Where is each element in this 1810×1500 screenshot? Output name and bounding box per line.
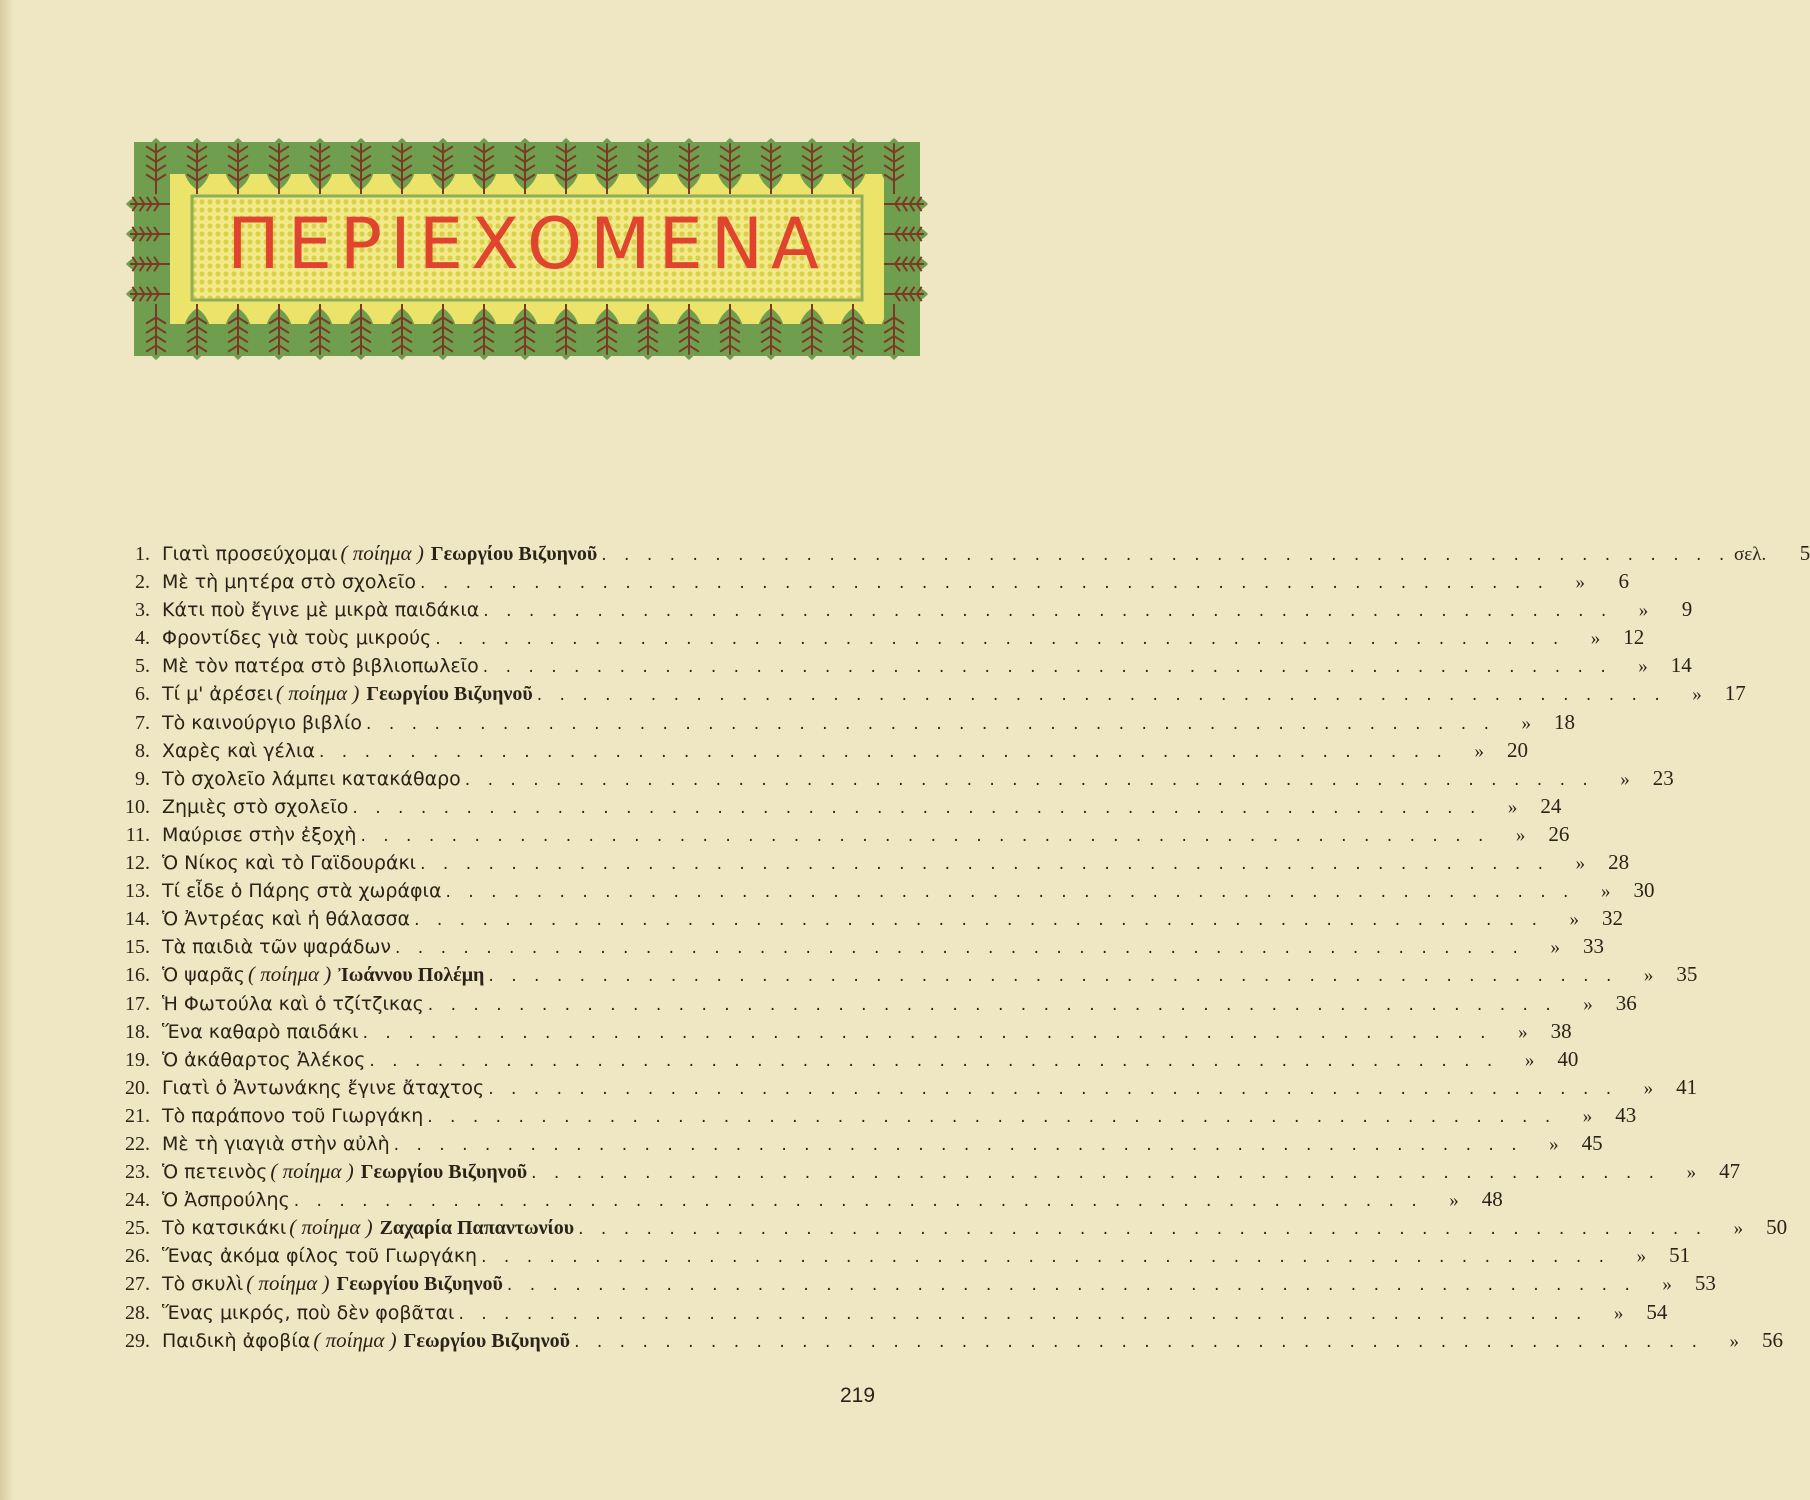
entry-page: 56: [1762, 1327, 1784, 1352]
entry-number: 17.: [125, 992, 150, 1015]
entry-title: Παιδικὴ ἀφοβία: [162, 1329, 311, 1352]
page-marker: »: [1518, 1021, 1528, 1043]
toc-entry: [104, 1243, 1691, 1271]
dot-leader: . . . . . . . . . . . . . . . . . . . . . . . . . . . . . . . . . . . . . . . . . . . . . . . . . .: [578, 1219, 1708, 1240]
toc-entry: [104, 597, 1693, 625]
entry-page: 9: [1681, 597, 1693, 622]
entry-title: Ὁ Ἀντρέας καὶ ἡ θάλασσα: [162, 908, 411, 931]
entry-page: 26: [1548, 821, 1570, 846]
entry-number: 10.: [125, 795, 150, 818]
entry-number: 3.: [135, 599, 150, 622]
entry-page: 47: [1719, 1159, 1741, 1184]
entry-page: 45: [1581, 1130, 1603, 1155]
toc-entry: [104, 1299, 1668, 1328]
entry-number: 24.: [125, 1189, 150, 1212]
dot-leader: . . . . . . . . . . . . . . . . . . . . . . . . . . . . . . . . . . . . . . . . . . . . . . . . . .: [420, 573, 1550, 594]
entry-page: 50: [1766, 1215, 1788, 1240]
entry-number: 26.: [125, 1245, 150, 1268]
entry-title: Τί μ' ἀρέσει: [162, 683, 274, 706]
dot-leader: . . . . . . . . . . . . . . . . . . . . . . . . . . . . . . . . . . . . . . . . . . . . . . . . . .: [483, 601, 1613, 622]
page-marker: »: [1515, 824, 1526, 846]
toc-entry: [104, 737, 1528, 766]
entry-page: 14: [1670, 653, 1692, 678]
page-marker: »: [1575, 572, 1586, 594]
toc-entry: [104, 709, 1576, 738]
entry-genre: ( ποίημα ): [340, 541, 424, 565]
dot-leader: . . . . . . . . . . . . . . . . . . . . . . . . . . . . . . . . . . . . . . . . . . . . . . . . . .: [464, 769, 1594, 790]
entry-number: 16.: [125, 964, 150, 987]
entry-genre: ( ποίημα ): [289, 1215, 373, 1240]
entry-title: Ζημιὲς στὸ σχολεῖο: [162, 795, 349, 818]
page-marker: »: [1638, 600, 1649, 622]
entry-number: 20.: [125, 1076, 150, 1099]
dot-leader: . . . . . . . . . . . . . . . . . . . . . . . . . . . . . . . . . . . . . . . . . . . . . . . . . .: [445, 882, 1575, 903]
entry-title: Τὸ κατσικάκι: [162, 1217, 287, 1240]
page-marker: »: [1662, 1274, 1672, 1296]
entry-author: Γεωργίου Βιζυηνοῦ: [403, 1329, 571, 1352]
dot-leader: . . . . . . . . . . . . . . . . . . . . . . . . . . . . . . . . . . . . . . . . . . . . . . . . . .: [506, 1275, 1636, 1296]
page-marker: »: [1643, 965, 1654, 987]
entry-genre: ( ποίημα ): [246, 1271, 330, 1296]
dot-leader: . . . . . . . . . . . . . . . . . . . . . . . . . . . . . . . . . . . . . . . . . . . . . . . . . .: [394, 938, 1524, 959]
toc-entry: [104, 1271, 1716, 1299]
entry-number: 1.: [135, 543, 150, 565]
entry-page: 30: [1633, 878, 1655, 903]
entry-page: 33: [1582, 934, 1604, 959]
page-marker: »: [1692, 684, 1702, 706]
entry-number: 9.: [135, 767, 150, 790]
dot-leader: . . . . . . . . . . . . . . . . . . . . . . . . . . . . . . . . . . . . . . . . . . . . . . . . . .: [369, 1050, 1499, 1071]
toc-entry: [104, 962, 1698, 990]
dot-leader: . . . . . . . . . . . . . . . . . . . . . . . . . . . . . . . . . . . . . . . . . . . . . . . . . .: [360, 825, 1490, 846]
dot-leader: . . . . . . . . . . . . . . . . . . . . . . . . . . . . . . . . . . . . . . . . . . . . . . . . . .: [481, 1247, 1611, 1268]
entry-number: 21.: [125, 1104, 150, 1127]
page-marker: »: [1583, 993, 1593, 1015]
page-marker: »: [1620, 768, 1630, 790]
toc-entry: [104, 1074, 1698, 1103]
dot-leader: . . . . . . . . . . . . . . . . . . . . . . . . . . . . . . . . . . . . . . . . . . . . . . . . . .: [488, 966, 1618, 987]
entry-number: 13.: [125, 880, 150, 903]
page-marker: »: [1549, 1133, 1559, 1155]
toc-entry: [104, 990, 1637, 1019]
entry-page: 12: [1623, 625, 1645, 650]
dot-leader: . . . . . . . . . . . . . . . . . . . . . . . . . . . . . . . . . . . . . . . . . . . . . . . . . .: [427, 994, 1557, 1015]
entry-page: 48: [1481, 1187, 1503, 1212]
page-marker: »: [1474, 740, 1484, 762]
toc-entry: [104, 1018, 1572, 1047]
entry-author: Γεωργίου Βιζυηνοῦ: [360, 1161, 528, 1184]
entry-number: 7.: [135, 711, 150, 734]
dot-leader: . . . . . . . . . . . . . . . . . . . . . . . . . . . . . . . . . . . . . . . . . . . . . . . . . .: [536, 685, 1666, 706]
entry-page: 54: [1646, 1299, 1668, 1324]
entry-title: Τὸ παράπονο τοῦ Γιωργάκη: [162, 1104, 424, 1127]
entry-number: 19.: [125, 1048, 150, 1071]
toc-entry: [104, 906, 1624, 934]
entry-genre: ( ποίημα ): [247, 962, 332, 987]
entry-number: 25.: [125, 1217, 150, 1240]
entry-number: 27.: [125, 1273, 150, 1296]
toc-entry: [104, 1215, 1788, 1243]
toc-entry: [104, 878, 1655, 906]
dot-leader: . . . . . . . . . . . . . . . . . . . . . . . . . . . . . . . . . . . . . . . . . . . . . . . . . .: [488, 1078, 1618, 1099]
entry-title: Τὸ σκυλὶ: [162, 1273, 244, 1296]
entry-genre: ( ποίημα ): [270, 1159, 354, 1184]
entry-number: 5.: [135, 655, 150, 678]
entry-page: 23: [1652, 765, 1674, 790]
dot-leader: . . . . . . . . . . . . . . . . . . . . . . . . . . . . . . . . . . . . . . . . . . . . . . . . . .: [318, 741, 1448, 762]
entry-number: 2.: [135, 571, 150, 594]
entry-page: 43: [1615, 1102, 1637, 1127]
page-marker: »: [1590, 628, 1601, 650]
entry-page: 51: [1669, 1243, 1691, 1268]
dot-leader: . . . . . . . . . . . . . . . . . . . . . . . . . . . . . . . . . . . . . . . . . . . . . . . . . .: [458, 1303, 1588, 1324]
dot-leader: . . . . . . . . . . . . . . . . . . . . . . . . . . . . . . . . . . . . . . . . . . . . . . . . . .: [414, 910, 1544, 931]
dot-leader: . . . . . . . . . . . . . . . . . . . . . . . . . . . . . . . . . . . . . . . . . . . . . . . . . .: [531, 1163, 1661, 1184]
entry-title: Χαρὲς καὶ γέλια: [162, 739, 315, 762]
entry-page: 41: [1676, 1074, 1698, 1099]
page-marker: »: [1643, 1077, 1654, 1099]
entry-page: 40: [1557, 1046, 1579, 1071]
entry-page: 38: [1550, 1018, 1572, 1043]
entry-title: Ὁ Νίκος καὶ τὸ Γαϊδουράκι: [162, 852, 417, 875]
entry-title: Μὲ τὴ μητέρα στὸ σχολεῖο: [162, 571, 417, 594]
contents-banner: [126, 134, 928, 364]
entry-page: 24: [1540, 793, 1562, 818]
entry-page: 6: [1618, 569, 1630, 594]
entry-title: Ἕνας μικρός, ποὺ δὲν φοβᾶται: [162, 1301, 455, 1324]
page-marker: »: [1582, 1105, 1593, 1127]
entry-title: Γιατὶ ὁ Ἀντωνάκης ἔγινε ἄταχτος: [162, 1076, 485, 1099]
entry-title: Ἡ Φωτούλα καὶ ὁ τζίτζικας: [162, 992, 424, 1015]
toc-entry: [104, 934, 1604, 962]
entry-genre: ( ποίημα ): [276, 681, 360, 706]
entry-title: Τὰ παιδιὰ τῶν ψαράδων: [162, 936, 391, 959]
toc-entry: [104, 653, 1692, 681]
entry-author: Γεωργίου Βιζυηνοῦ: [430, 543, 598, 565]
entry-number: 11.: [125, 823, 150, 846]
toc-entry: [104, 569, 1630, 597]
page-title: ΠΕΡΙΕΧΟΜΕΝΑ: [227, 203, 827, 285]
page-marker: »: [1550, 937, 1560, 959]
dot-leader: . . . . . . . . . . . . . . . . . . . . . . . . . . . . . . . . . . . . . . . . . . . . . . . . . .: [574, 1331, 1704, 1352]
dot-leader: . . . . . . . . . . . . . . . . . . . . . . . . . . . . . . . . . . . . . . . . . . . . . . . . . .: [435, 629, 1565, 650]
entry-title: Ἕνα καθαρὸ παιδάκι: [162, 1020, 359, 1043]
entry-genre: ( ποίημα ): [313, 1327, 397, 1352]
toc-entry: [104, 541, 1810, 569]
entry-number: 23.: [125, 1161, 150, 1184]
dot-leader: . . . . . . . . . . . . . . . . . . . . . . . . . . . . . . . . . . . . . . . . . . . . . . . . . .: [366, 713, 1496, 734]
entry-title: Γιατὶ προσεύχομαι: [162, 543, 338, 565]
entry-page: 53: [1694, 1271, 1716, 1296]
toc-entry: [104, 821, 1570, 850]
toc-entry: [104, 1130, 1603, 1159]
dot-leader: . . . . . . . . . . . . . . . . . . . . . . . . . . . . . . . . . . . . . . . . . . . . . . . . . .: [393, 1134, 1523, 1155]
page-marker: »: [1729, 1330, 1740, 1352]
page-marker: »: [1613, 1302, 1624, 1324]
toc-entry: [104, 850, 1630, 878]
page-marker: »: [1507, 796, 1518, 818]
page-marker: »: [1524, 1049, 1535, 1071]
entry-page: 36: [1615, 990, 1637, 1015]
page-marker: »: [1449, 1190, 1459, 1212]
entry-title: Τὸ σχολεῖο λάμπει κατακάθαρο: [162, 767, 461, 790]
toc-entry: [104, 1327, 1784, 1356]
page-number: 219: [840, 1384, 876, 1407]
dot-leader: . . . . . . . . . . . . . . . . . . . . . . . . . . . . . . . . . . . . . . . . . . . . . . . . . .: [601, 545, 1731, 565]
entry-number: 6.: [135, 683, 150, 706]
entry-number: 29.: [125, 1329, 150, 1352]
page-marker: σελ.: [1734, 544, 1767, 565]
page-marker: »: [1686, 1162, 1697, 1184]
dot-leader: . . . . . . . . . . . . . . . . . . . . . . . . . . . . . . . . . . . . . . . . . . . . . . . . . .: [352, 797, 1482, 818]
entry-number: 12.: [125, 852, 150, 875]
dot-leader: . . . . . . . . . . . . . . . . . . . . . . . . . . . . . . . . . . . . . . . . . . . . . . . . . .: [420, 854, 1550, 875]
dot-leader: . . . . . . . . . . . . . . . . . . . . . . . . . . . . . . . . . . . . . . . . . . . . . . . . . .: [482, 657, 1612, 678]
toc-entry: [104, 625, 1645, 653]
entry-title: Τὸ καινούργιο βιβλίο: [162, 711, 363, 734]
toc-entry: [104, 1102, 1637, 1131]
toc-entry: [104, 1159, 1741, 1187]
toc-entry: [104, 793, 1562, 822]
entry-number: 28.: [125, 1301, 150, 1324]
entry-title: Τί εἶδε ὁ Πάρης στὰ χωράφια: [162, 880, 442, 903]
toc-entry: [104, 1046, 1579, 1075]
page-marker: »: [1638, 656, 1648, 678]
entry-title: Μαύρισε στὴν ἐξοχὴ: [162, 823, 357, 846]
entry-number: 22.: [125, 1132, 150, 1155]
page-marker: »: [1600, 881, 1611, 903]
entry-page: 5: [1799, 541, 1810, 565]
entry-page: 17: [1724, 681, 1746, 706]
entry-author: Ἰωάννου Πολέμη: [338, 964, 485, 987]
toc-entry: [104, 681, 1746, 709]
entry-title: Ὁ Ἀσπρούλης: [162, 1189, 290, 1212]
entry-page: 35: [1676, 962, 1698, 987]
page-marker: »: [1733, 1218, 1744, 1240]
entry-title: Κάτι ποὺ ἔγινε μὲ μικρὰ παιδάκια: [162, 599, 480, 622]
entry-author: Γεωργίου Βιζυηνοῦ: [366, 683, 533, 706]
entry-page: 32: [1602, 906, 1624, 931]
entry-number: 4.: [135, 627, 150, 650]
page-edge-shadow: [0, 0, 14, 1500]
entry-page: 20: [1506, 737, 1528, 762]
dot-leader: . . . . . . . . . . . . . . . . . . . . . . . . . . . . . . . . . . . . . . . . . . . . . . . . . .: [293, 1191, 1423, 1212]
entry-title: Ὁ πετεινὸς: [162, 1161, 268, 1184]
entry-number: 14.: [125, 908, 150, 931]
entry-title: Μὲ τὸν πατέρα στὸ βιβλιοπωλεῖο: [162, 655, 479, 678]
entry-title: Μὲ τὴ γιαγιὰ στὴν αὐλὴ: [162, 1132, 390, 1155]
entry-page: 18: [1554, 709, 1576, 734]
page-marker: »: [1569, 909, 1580, 931]
entry-number: 15.: [125, 936, 150, 959]
entry-number: 18.: [125, 1020, 150, 1043]
entry-title: Ἕνας ἀκόμα φίλος τοῦ Γιωργάκη: [162, 1245, 478, 1268]
entry-author: Γεωργίου Βιζυηνοῦ: [336, 1273, 503, 1296]
page-marker: »: [1575, 853, 1586, 875]
page-marker: »: [1521, 712, 1532, 734]
dot-leader: . . . . . . . . . . . . . . . . . . . . . . . . . . . . . . . . . . . . . . . . . . . . . . . . . .: [362, 1022, 1492, 1043]
toc-entry: [104, 765, 1674, 794]
entry-title: Ὁ ψαρᾶς: [162, 964, 245, 987]
entry-number: 8.: [135, 739, 150, 762]
dot-leader: . . . . . . . . . . . . . . . . . . . . . . . . . . . . . . . . . . . . . . . . . . . . . . . . . .: [427, 1106, 1557, 1127]
entry-title: Φροντίδες γιὰ τοὺς μικρούς: [162, 627, 432, 650]
entry-author: Ζαχαρία Παπαντωνίου: [379, 1217, 575, 1240]
entry-page: 28: [1608, 850, 1630, 875]
entry-title: Ὁ ἀκάθαρτος Ἀλέκος: [162, 1048, 366, 1071]
toc-entry: [104, 1187, 1503, 1215]
page-marker: »: [1636, 1246, 1647, 1268]
table-of-contents: [104, 541, 1810, 1356]
